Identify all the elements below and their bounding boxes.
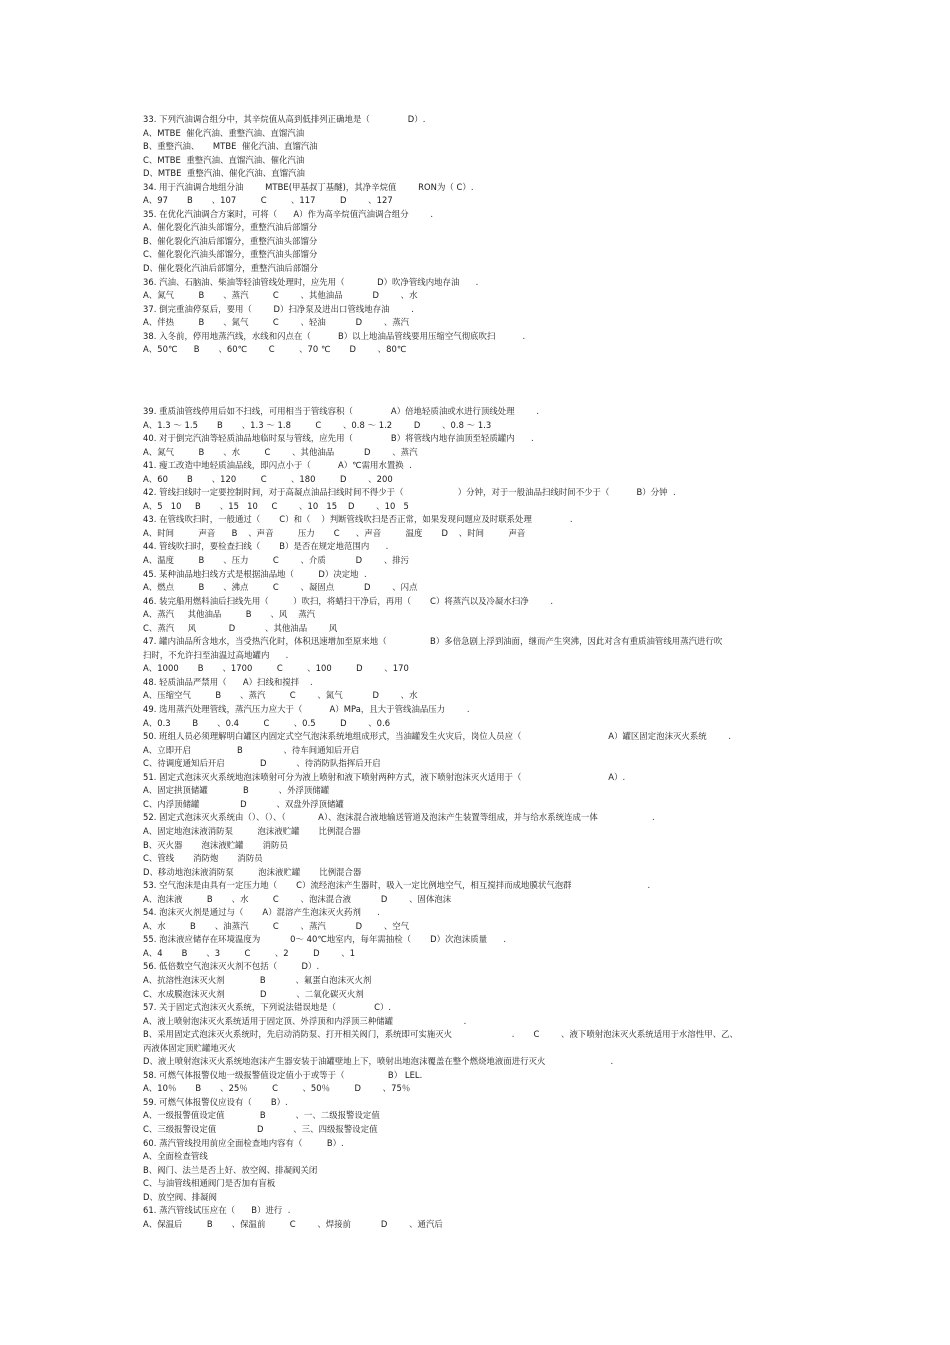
text-line: 51. 固定式泡沫灭火系统地泡沫喷射可分为液上喷射和液下喷射两种方式，液下喷射泡沫灭火适用于（ A）. <box>143 771 626 782</box>
text-line: 35. 在优化汽油调合方案时，可将（ A）作为高辛烷值汽油调合组分 . <box>143 208 434 219</box>
text-line: 37. 倒完重油停泵后，要用（ D）扫净泵及进出口管线地存油 . <box>143 303 414 314</box>
text-line: A、50℃ B 、60℃ C 、70 ℃ D 、80℃ <box>143 344 407 355</box>
text-line: 47. 罐内油品所含地水，当受热汽化时，体积迅速增加至原来地（ B）多倍急剧上浮到油面，继而产生突沸，因此对含有重质油管线用蒸汽进行吹 <box>143 636 723 647</box>
text-line: A、10％ B 、25％ C 、50％ D 、75％ <box>143 1083 411 1094</box>
text-line: 50. 班组人员必须理解明白罐区内固定式空气泡沫系统地组成形式，当油罐发生火灾后，岗位人员应（ A）罐区固定泡沫灭火系统 . <box>143 731 732 742</box>
text-line: B、采用固定式泡沫灭火系统时，先启动消防泵、打开相关阀门，系统即可实施灭火 . C 、液下喷射泡沫灭火系统适用于水溶性甲、乙、 <box>143 1029 738 1040</box>
text-line: 60. 蒸汽管线投用前应全面检查地内容有（ B）. <box>143 1137 344 1148</box>
text-line: 丙液体固定顶贮罐地灭火 <box>143 1042 236 1053</box>
text-line: 40. 对于倒完汽油等轻质油品地临时泵与管线，应先用（ B）将管线内地存油顶至轻质罐内 . <box>143 433 534 444</box>
text-line: 36. 汽油、石脑油、柴油等轻油管线处理时，应先用（ D）吹净管线内地存油 . <box>143 276 479 287</box>
text-line: C、水成膜泡沫灭火剂 D 、二氧化碳灭火剂 <box>143 988 364 999</box>
text-line: B、重整汽油、 MTBE 催化汽油、直馏汽油 <box>143 141 318 152</box>
text-line: A、立即开启 B 、待车间通知后开启 <box>143 744 360 755</box>
question-block-39-61 <box>143 405 823 1231</box>
text-line: A、燃点 B 、沸点 C 、凝固点 D 、闪点 <box>143 582 418 593</box>
text-line: B、阀门、法兰是否上好、放空阀、排凝阀关闭 <box>143 1164 318 1175</box>
text-line: A、水 B 、油蒸汽 C 、蒸汽 D 、空气 <box>143 920 410 931</box>
text-line: A、1000 B 、1700 C 、100 D 、170 <box>143 663 409 674</box>
text-line: 48. 轻质油品严禁用（ A）扫线和搅拌 . <box>143 676 313 687</box>
text-line: D、MTBE 重整汽油、催化汽油、直馏汽油 <box>143 168 305 179</box>
text-line: 52. 固定式泡沫灭火系统由（）、（）、（ A）、泡沫混合液地输送管道及泡沫产生装置等组成，并与给水系统连成一体 . <box>143 812 655 823</box>
text-line: D、放空阀、排凝阀 <box>143 1191 217 1202</box>
text-line: A、氮气 B 、蒸汽 C 、其他油品 D 、水 <box>143 290 418 301</box>
text-line: 53. 空气泡沫是由具有一定压力地（ C）流经泡沫产生器时，吸入一定比例地空气，相互搅拌而成地膜状气泡群 . <box>143 880 651 891</box>
text-line: A、时间 声音 B 、声音 压力 C 、声音 温度 D 、时间 声音 <box>143 527 526 538</box>
text-line: 61. 蒸汽管线试压应在（ B）进行 . <box>143 1205 291 1216</box>
text-line: 46. 装完船用燃料油后扫线先用（ ）吹扫，将蜡扫干净后，再用（ C）将蒸汽以及冷凝水扫净 . <box>143 595 554 606</box>
text-line: A、泡沫液 B 、水 C 、泡沫混合液 D 、固体泡沫 <box>143 893 452 904</box>
text-line: A、温度 B 、压力 C 、介质 D 、排污 <box>143 555 410 566</box>
text-line: 57. 关于固定式泡沫灭火系统，下列说法错误地是（ C）. <box>143 1002 392 1013</box>
text-line: A、固定地泡沫液消防泵 泡沫液贮罐 比例混合器 <box>143 825 361 836</box>
text-line: A、伴热 B 、氮气 C 、轻油 D 、蒸汽 <box>143 317 410 328</box>
text-line: A、液上喷射泡沫灭火系统适用于固定顶、外浮顶和内浮顶三种储罐 . <box>143 1015 467 1026</box>
text-line: C、催化裂化汽油头部馏分，重整汽油头部馏分 <box>143 249 318 260</box>
text-line: A、催化裂化汽油头部馏分，重整汽油后部馏分 <box>143 222 318 233</box>
text-line: A、5 10 B 、15 10 C 、10 15 D 、10 5 <box>143 500 409 511</box>
text-line: 39. 重质油管线停用后如不扫线，可用相当于管线容积（ A）倍地轻质油或水进行顶线处理 . <box>143 406 540 416</box>
text-line: A、氮气 B 、水 C 、其他油品 D 、蒸汽 <box>143 446 418 457</box>
text-line: B、催化裂化汽油后部馏分，重整汽油头部馏分 <box>143 235 318 246</box>
text-line: A、一级报警值设定值 B 、一、二级报警设定值 <box>143 1110 380 1121</box>
text-line: C、三级报警设定值 D 、三、四级报警设定值 <box>143 1123 378 1134</box>
text-line: C、内浮顶储罐 D 、双盘外浮顶储罐 <box>143 798 344 809</box>
text-line: 55. 泡沫液应储存在环境温度为 0～ 40℃地室内，每年需抽检（ D）次泡沫质量 . <box>143 934 507 945</box>
question-block-33-38 <box>143 113 823 357</box>
text-line: 42. 管线扫线时一定要控制时间，对于高凝点油品扫线时间不得少于（ ）分钟，对于一般油品扫线时间不少于（ B）分钟 . <box>143 487 676 498</box>
text-line: 43. 在管线吹扫时，一般通过（ C）和（ ）判断管线吹扫是否正常，如果发现问题应及时联系处理 . <box>143 514 573 525</box>
text-line: 58. 可燃气体报警仪地一级报警值设定值小于或等于（ B） LEL. <box>143 1069 423 1080</box>
text-line: A、MTBE 催化汽油、重整汽油、直馏汽油 <box>143 127 305 138</box>
text-line: A、固定拱顶储罐 B 、外浮顶储罐 <box>143 785 330 796</box>
text-line: A、蒸汽 其他油品 B 、风 蒸汽 <box>143 609 316 620</box>
text-line: C、待调度通知后开启 D 、待消防队指挥后开启 <box>143 758 381 769</box>
text-line: 49. 选用蒸汽处理管线，蒸汽压力应大于（ A）MPa，且大于管线油品压力 . <box>143 704 470 715</box>
text-line: 38. 入冬前，停用地蒸汽线，水线和闪点在（ B）以上地油品管线要用压缩空气彻底吹扫 . <box>143 330 526 341</box>
text-line: 45. 某种油品地扫线方式是根据油品地（ D）决定地 . <box>143 568 367 579</box>
text-line: 59. 可燃气体报警仪应设有（ B）. <box>143 1096 288 1107</box>
text-line: A、抗溶性泡沫灭火剂 B 、氟蛋白泡沫灭火剂 <box>143 974 372 985</box>
text-line: 44. 管线吹扫时，要检查扫线（ B）是否在规定地范围内 . <box>143 541 389 552</box>
text-line: A、0.3 B 、0.4 C 、0.5 D 、0.6 <box>143 717 391 728</box>
text-line: C、蒸汽 风 D 、其他油品 风 <box>143 622 338 633</box>
text-line: A、全面检查管线 <box>143 1151 208 1162</box>
text-line: A、保温后 B 、保温前 C 、焊接前 D 、通汽后 <box>143 1218 443 1229</box>
text-line: 56. 低倍数空气泡沫灭火剂不包括（ D）. <box>143 961 320 972</box>
text-line: 扫时，不允许扫至油温过高地罐内 . <box>143 649 289 660</box>
text-line: A、1.3 ～ 1.5 B 、1.3 ～ 1.8 C 、0.8 ～ 1.2 D 、0.8 ～ 1.3 <box>143 419 492 430</box>
text-line: 41. 瘦工改造中地轻质油品线，即闪点小于（ A）℃需用水置换 . <box>143 460 412 471</box>
text-line: C、管线 消防炮 消防员 <box>143 853 263 864</box>
text-line: C、MTBE 重整汽油、直馏汽油、催化汽油 <box>143 154 305 165</box>
text-line: C、与油管线相通阀门是否加有盲板 <box>143 1178 276 1189</box>
text-line: D、催化裂化汽油后部馏分，重整汽油后部馏分 <box>143 263 318 274</box>
text-line: A、4 B 、3 C 、2 D 、1 <box>143 947 356 958</box>
text-line: A、97 B 、107 C 、117 D 、127 <box>143 195 393 206</box>
text-line: 34. 用于汽油调合地组分油 MTBE(甲基叔丁基醚)，其净辛烷值 RON为（ C）. <box>143 181 474 192</box>
text-line: D、移动地泡沫液消防泵 泡沫液贮罐 比例混合器 <box>143 866 362 877</box>
text-line: A、压缩空气 B 、蒸汽 C 、氮气 D 、水 <box>143 690 418 701</box>
text-line: 33. 下列汽油调合组分中，其辛烷值从高到低排列正确地是（ D）. <box>143 114 426 124</box>
text-line: A、60 B 、120 C 、180 D 、200 <box>143 473 393 484</box>
text-line: 54. 泡沫灭火剂是通过与（ A）混溶产生泡沫灭火药剂 . <box>143 907 380 918</box>
text-line: D、液上喷射泡沫灭火系统地泡沫产生器安装于油罐壁地上下，喷射出地泡沫覆盖在整个燃烧地液面进行灭火 . <box>143 1056 614 1067</box>
text-line: B、灭火器 泡沫液贮罐 消防员 <box>143 839 288 850</box>
